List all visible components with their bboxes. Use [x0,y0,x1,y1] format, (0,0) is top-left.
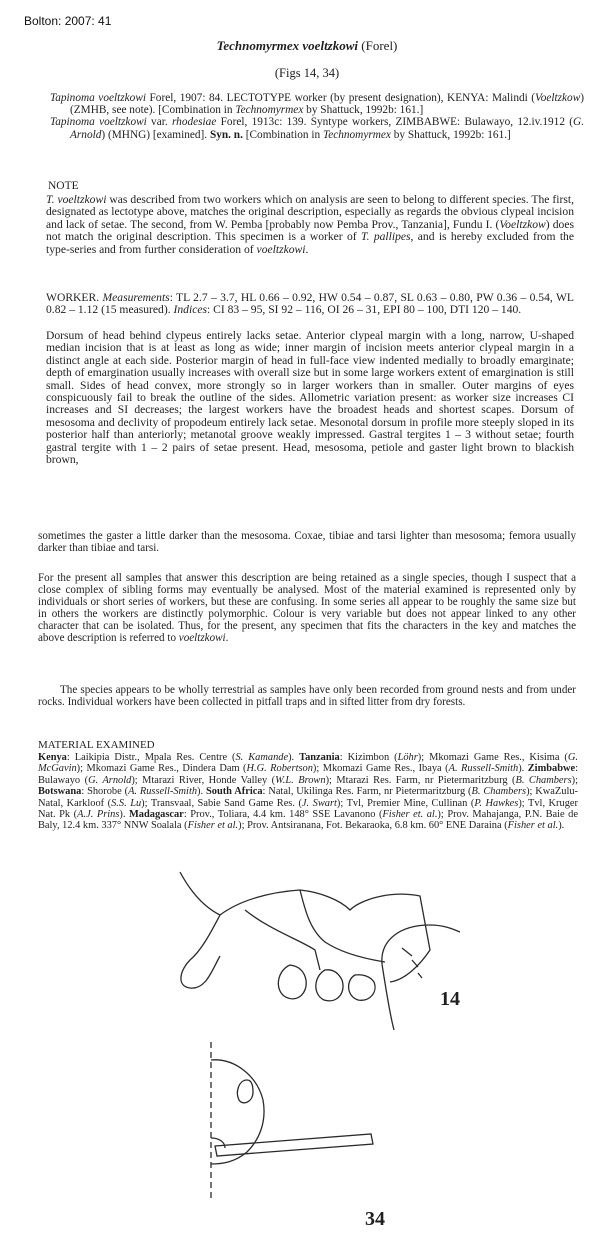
locality-text: : Natal, Ukilinga Res. Farm, nr Pietermaritzburg ( [262,786,472,798]
collector-name: W.L. Brown [275,774,326,786]
collector-name: B. Chambers [471,786,527,798]
fig14-leg-3 [349,975,375,1001]
locality-text: ); Mkomazi Game Res., Dindera Dam ( [76,763,247,775]
figure-14-drawing [150,870,460,1040]
fig34-clypeus [211,1138,225,1148]
country-name: South Africa [205,786,263,798]
locality-text: : Kizimbon ( [339,752,398,763]
collector-name: S. Kamande [235,752,289,763]
collector-name: Löhr [397,752,418,763]
fig14-body-outline [180,872,220,988]
note-paragraph: T. voeltzkowi was described from two workers which on analysis are seen to belong to different species. The first, designated as lectotype above, matches the original description, especially as regards the obvious clypeal incision and lack of setae. The second, from W. Pemba [probably now Pemba Prov., Tanzania], Fundu I. (Voeltzkow) does not match the original description. This specimen is a worker of T. pallipes, and is hereby excluded from the type-series and from further consideration of voeltzkowi. [46,193,575,256]
locality-text: ). [197,786,206,798]
locality-text: ). [518,763,528,775]
material-heading: MATERIAL EXAMINED [38,739,155,751]
discussion-paragraph: For the present all samples that answer this description are being retained as a single species, though I suspect that a close complex of sibling forms may eventually be analysed. Most of the material examined is represented only by individuals or short series of workers, but these are confusing. In some series all appear to be roughly the same size but in others the workers are distinctly polymorphic. Colour is very variable but does not appear linked to any other character that can be isolated. Thus, for the present, any specimen that fits the characters in the key and matches the above description is referred to voeltzkowi. [38,572,576,644]
synonymy-entry: Tapinoma voeltzkowi var. rhodesiae Forel, 1913c: 139. Syntype workers, ZIMBABWE: Bulawayo, 12.iv.1912 (G. Arnold) (MHNG) [examined]. Syn. n. [Combination in Technomyrmex by Shattuck, 1992b: 161.] [50,116,585,141]
locality-text: ); Tvl, Kruger Nat. Pk ( [38,797,578,821]
collector-name: Fisher et. al. [382,809,438,821]
country-name: Kenya [38,752,67,763]
fig14-right-curve [382,925,460,964]
habitat-paragraph: The species appears to be wholly terrestrial as samples have only been recorded from ground nests and from under rocks. Individual workers have been collected in pitfall traps and in sifted litter from dry forests. [38,684,576,708]
note-heading: NOTE [48,180,79,192]
locality-text: ); Mkomazi Game Res., Ibaya ( [312,763,449,775]
fig14-mesosoma [220,890,430,982]
locality-text: : Shorobe ( [81,786,129,798]
locality-text: : Laikipia Distr., Mpala Res. Centre ( [66,752,236,763]
collector-name: G. Arnold [88,774,132,786]
locality-text: ); [571,774,578,786]
country-name: Botswana [38,786,82,798]
synonymy-entry: Tapinoma voeltzkowi Forel, 1907: 84. LECTOTYPE worker (by present designation), KENYA: Malindi (Voeltzkow) (ZMHB, see note). [Combination in Technomyrmex by Shattuck, 1992b: 161.] [50,92,584,117]
locality-text: : Bulawayo ( [38,763,578,786]
locality-text: ); Prov. Antsiranana, Fot. Bekaraoka, 6.8 km. 60° ENE Daraina ( [238,820,508,832]
collector-name: Fisher et al. [187,820,239,832]
locality-text: ); Mtarazi Res. Farm, nr Pietermaritzburg ( [325,774,516,786]
fig34-head-outline [211,1060,264,1164]
collector-name: S.S. Lu [111,797,142,809]
synonymy-list [50,92,584,141]
fig34-scape [215,1134,373,1156]
locality-text: ); Mkomazi Game Res., Kisima ( [417,752,568,763]
material-examined-list [38,752,578,832]
locality-text: ); Prov. Mahajanga, P.N. Baie de Baly, 12.4 km. 337° NNW Soalala ( [38,809,578,832]
locality-text: ). [288,752,300,763]
locality-text: ); Mtarazi River, Honde Valley ( [131,774,276,786]
country-name: Tanzania [299,752,340,763]
fig14-tick-marks [402,948,422,978]
worker-description-continued: sometimes the gaster a little darker than the mesosoma. Coxae, tibiae and tarsi lighter than mesosoma; femora usually darker than tibiae and tarsi. [38,530,576,554]
fig14-leg-1 [278,965,306,999]
locality-text: ); KwaZulu-Natal, Karkloof ( [38,786,578,809]
collector-name: A. Russell-Smith [448,763,519,775]
collector-name: Fisher et al. [507,820,559,832]
species-title [0,38,614,54]
country-name: Zimbabwe [527,763,576,775]
collector-name: H.G. Robertson [246,763,313,775]
collector-name: A. Russell-Smith [128,786,198,798]
page-reference: Bolton: 2007: 41 [24,14,112,28]
fig14-right-stem [382,964,394,1030]
locality-text: ); Transvaal, Sabie Sand Game Res. ( [141,797,302,809]
figure-34-label: 34 [365,1208,385,1230]
locality-text: ). [119,809,129,821]
figure-34-drawing [195,1040,395,1205]
species-author: (Forel) [361,38,398,53]
collector-name: G. McGavin [38,752,578,775]
species-name: Technomyrmex voeltzkowi [216,38,359,53]
collector-name: J. Swart [301,797,337,809]
collector-name: A.J. Prins [77,809,120,821]
worker-measurements: WORKER. Measurements: TL 2.7 – 3.7, HL 0.66 – 0.92, HW 0.54 – 0.87, SL 0.63 – 0.80, PW 0.36 – 0.54, WL 0.82 – 1.12 (15 measured). Indices: CI 83 – 95, SI 92 – 116, OI 26 – 31, EPI 80 – 100, DTI 120 – 140. [46,291,574,317]
worker-description: Dorsum of head behind clypeus entirely lacks setae. Anterior clypeal margin with a long, narrow, U-shaped median incision that is at least as long as wide; inner margin of incision meets anterior clypeal margin in a distinct angle at each side. Posterior margin of head in full-face view indented medially to broadly emarginate; depth of emargination usually increases with overall size but in some large workers extent of emargination is still small. Sides of head convex, more strongly so in larger workers than in smaller. Outer margins of eyes conspicuously fail to break the outline of the sides. Allometric variation present: as worker size increases CI increases and SI decreases; the largest workers have the broadest heads and shortest scapes. Dorsum of mesosoma and declivity of propodeum entirely lack setae. Mesonotal dorsum in profile more steeply sloped in its posterior half than anteriorly; metanotal groove weakly impressed. Gastral tergites 1 – 3 without setae; fourth gastral tergite with 1 – 2 pairs of setae present. Head, mesosoma, petiole and gaster light brown to blackish brown, [46,329,574,467]
locality-text: ). [558,820,565,832]
figure-reference: (Figs 14, 34) [274,66,340,80]
country-name: Madagascar [128,809,184,821]
fig14-leg-2 [316,970,343,1001]
locality-text: ); Tvl, Premier Mine, Cullinan ( [336,797,475,809]
locality-text: : Prov., Toliara, 4.4 km. 148° SSE Lavanono ( [183,809,383,821]
fig14-segment [300,890,385,962]
fig34-eye [237,1080,253,1103]
collector-name: B. Chambers [515,774,572,786]
collector-name: P. Hawkes [474,797,519,809]
figure-14-label: 14 [440,988,460,1010]
